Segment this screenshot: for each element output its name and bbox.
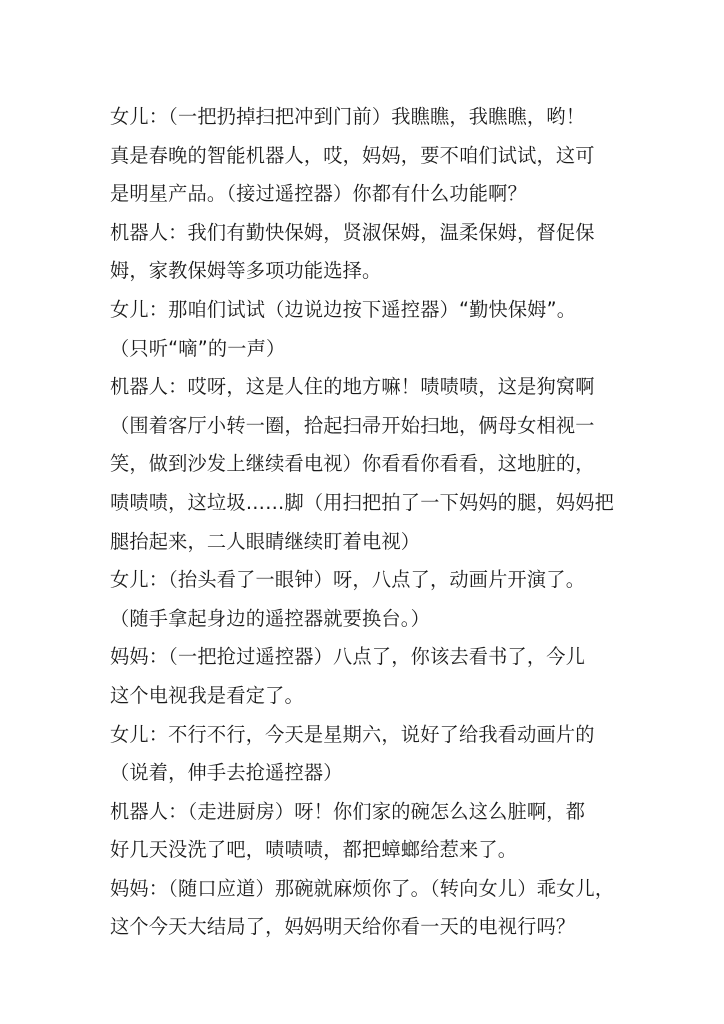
text-line: （随手拿起身边的遥控器就要换台。） xyxy=(110,606,430,630)
text-line: （围着客厅小转一圈，拾起扫帚开始扫地，俩母女相视一 xyxy=(110,413,595,437)
text-line: 姆，家教保姆等多项功能选择。 xyxy=(110,259,382,283)
text-line: 机器人：（走进厨房）呀！你们家的碗怎么这么脏啊，都 xyxy=(110,799,586,823)
script-page xyxy=(110,98,622,947)
text-line: 这个电视我是看定了。 xyxy=(110,683,304,707)
text-line: 女儿：不行不行，今天是星期六，说好了给我看动画片的 xyxy=(110,722,595,746)
text-line: 这个今天大结局了，妈妈明天给你看一天的电视行吗？ xyxy=(110,915,576,939)
text-line: 腿抬起来，二人眼睛继续盯着电视） xyxy=(110,529,421,553)
text-line: （只听“嘀”的一声） xyxy=(110,336,286,360)
text-line: 女儿：那咱们试试（边说边按下遥控器）“勤快保姆”。 xyxy=(110,297,577,321)
text-line: 女儿：（一把扔掉扫把冲到门前）我瞧瞧，我瞧瞧，哟！ xyxy=(110,105,586,128)
text-line: （说着，伸手去抢遥控器） xyxy=(110,761,343,785)
text-line: 妈妈：（随口应道）那碗就麻烦你了。（转向女儿）乖女儿， xyxy=(110,876,615,900)
text-line: 机器人：哎呀，这是人住的地方嘛！啧啧啧，这是狗窝啊 xyxy=(110,375,595,399)
text-line: 机器人：我们有勤快保姆，贤淑保姆，温柔保姆，督促保 xyxy=(110,220,595,244)
text-line: 是明星产品。（接过遥控器）你都有什么功能啊？ xyxy=(110,182,527,206)
text-line: 笑，做到沙发上继续看电视）你看看你看看，这地脏的， xyxy=(110,452,595,476)
text-line: 真是春晚的智能机器人，哎，妈妈，要不咱们试试，这可 xyxy=(110,143,595,167)
text-line: 啧啧啧，这垃圾……脚（用扫把拍了一下妈妈的腿，妈妈把 xyxy=(110,490,615,514)
text-line: 妈妈：（一把抢过遥控器）八点了，你该去看书了，今儿 xyxy=(110,645,586,669)
text-line: 好几天没洗了吧，啧啧啧，都把蟑螂给惹来了。 xyxy=(110,838,518,862)
text-line: 女儿：（抬头看了一眼钟）呀，八点了，动画片开演了。 xyxy=(110,568,586,592)
